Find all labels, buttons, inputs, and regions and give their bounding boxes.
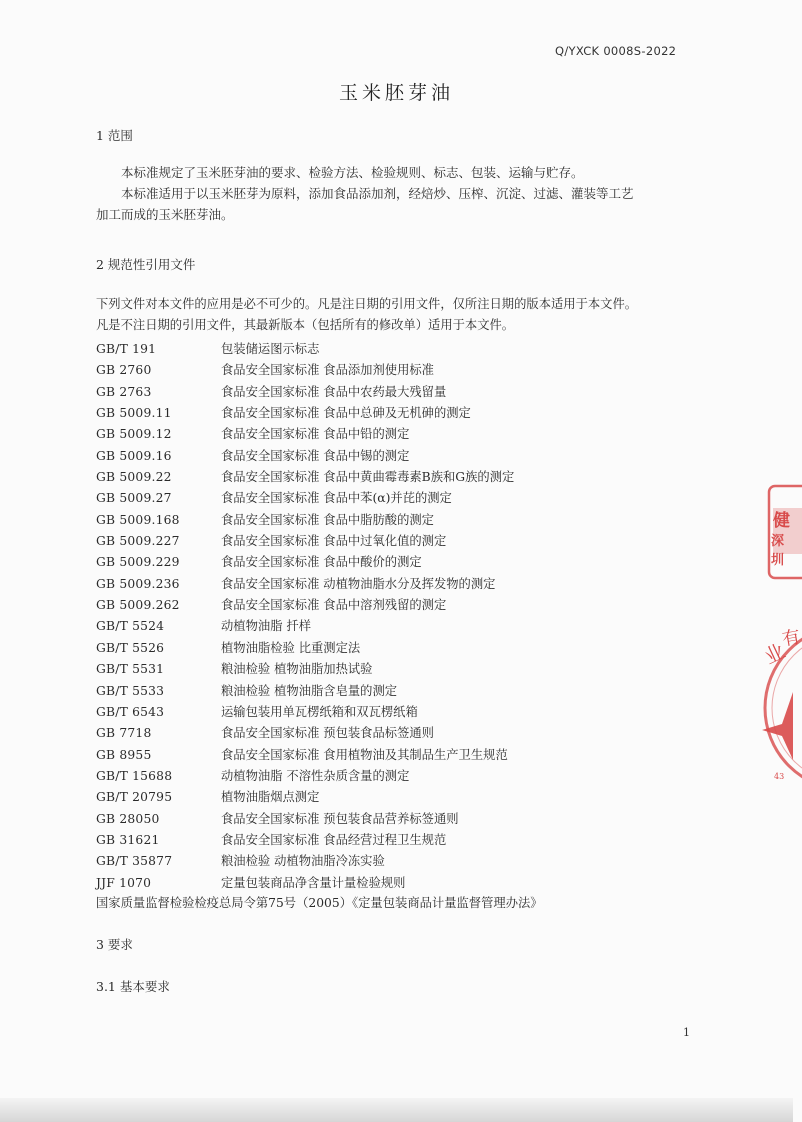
reference-code: GB 5009.229 (96, 555, 180, 570)
reference-title: 粮油检验 植物油脂含皂量的测定 (221, 683, 398, 698)
reference-title: 食品安全国家标准 动植物油脂水分及挥发物的测定 (221, 576, 496, 591)
section-2-intro (96, 294, 716, 336)
reference-row (96, 360, 514, 381)
section-1-heading: 1 范围 (96, 128, 133, 143)
section-2-intro-line-1: 下列文件对本文件的应用是必不可少的。凡是注日期的引用文件，仅所注日期的版本适用于本文件。 (96, 297, 638, 311)
reference-title: 食品安全国家标准 食品中农药最大残留量 (221, 384, 447, 399)
reference-title: 食品安全国家标准 食品中总砷及无机砷的测定 (221, 406, 471, 421)
document-title: 玉米胚芽油 (338, 82, 454, 104)
reference-row (96, 488, 514, 509)
reference-title: 食品安全国家标准 食品中溶剂残留的测定 (221, 598, 447, 613)
reference-code: GB 28050 (96, 811, 160, 826)
reference-code: GB 2760 (96, 363, 152, 378)
seal-1-char-2: 深圳 (771, 534, 785, 568)
section-1-paragraph-2: 本标准适用于以玉米胚芽为原料，添加食品添加剂，经焙炒、压榨、沉淀、过滤、灌装等工艺 (121, 186, 634, 201)
reference-code: GB/T 5526 (96, 640, 165, 655)
reference-title: 食品安全国家标准 食品中黄曲霉毒素B族和G族的测定 (221, 470, 515, 485)
reference-row (96, 552, 514, 573)
reference-title: 粮油检验 动植物油脂冷冻实验 (221, 854, 385, 869)
reference-code: GB 5009.262 (96, 598, 180, 613)
reference-title: 食品安全国家标准 食品经营过程卫生规范 (221, 832, 447, 847)
seal-2-char-1: 业 (760, 638, 789, 669)
section-3-heading: 3 要求 (96, 937, 133, 952)
reference-title: 植物油脂检验 比重测定法 (221, 640, 361, 655)
reference-row (96, 873, 514, 894)
reference-row (96, 424, 514, 445)
reference-title: 定量包装商品净含量计量检验规则 (221, 875, 406, 890)
reference-row (96, 787, 514, 808)
company-seal-partial-2 (752, 620, 802, 795)
reference-title: 动植物油脂 不溶性杂质含量的测定 (221, 768, 410, 783)
reference-title: 包装储运图示标志 (221, 342, 320, 356)
reference-code: GB/T 20795 (96, 790, 173, 805)
reference-title: 食品安全国家标准 食品中过氧化值的测定 (221, 534, 447, 549)
section-2-intro-line-2: 凡是不注日期的引用文件，其最新版本（包括所有的修改单）适用于本文件。 (96, 318, 515, 332)
reference-code: GB 2763 (96, 384, 152, 399)
reference-row (96, 574, 514, 595)
reference-code: GB 5009.168 (96, 512, 180, 527)
seal-2-number: 43 (774, 772, 785, 781)
reference-title: 食品安全国家标准 预包装食品营养标签通则 (221, 811, 459, 826)
reference-code: GB 5009.27 (96, 491, 172, 506)
reference-row (96, 339, 514, 360)
reference-row (96, 403, 514, 424)
reference-code: GB 5009.12 (96, 427, 172, 442)
reference-row (96, 830, 514, 851)
reference-title: 动植物油脂 扦样 (221, 619, 311, 634)
decree-reference: 国家质量监督检验检疫总局令第75号（2005）《定量包装商品计量监督管理办法》 (96, 896, 543, 910)
reference-row (96, 723, 514, 744)
reference-title: 食品安全国家标准 食用植物油及其制品生产卫生规范 (221, 747, 508, 762)
section-2-heading: 2 规范性引用文件 (96, 257, 196, 272)
reference-row (96, 638, 514, 659)
reference-code: GB 5009.16 (96, 448, 172, 463)
reference-code: GB/T 191 (96, 342, 157, 356)
reference-code: GB 8955 (96, 747, 152, 762)
reference-code: GB 5009.227 (96, 534, 180, 549)
reference-row (96, 382, 514, 403)
reference-row (96, 851, 514, 872)
reference-row (96, 616, 514, 637)
reference-code: GB/T 5531 (96, 662, 165, 677)
reference-title: 粮油检验 植物油脂加热试验 (221, 662, 373, 677)
reference-title: 植物油脂烟点测定 (221, 790, 320, 805)
reference-list (96, 339, 514, 894)
reference-code: GB/T 5524 (96, 619, 165, 634)
reference-title: 运输包装用单瓦楞纸箱和双瓦楞纸箱 (221, 704, 418, 719)
reference-row (96, 702, 514, 723)
reference-row (96, 681, 514, 702)
section-3-1-heading: 3.1 基本要求 (96, 979, 170, 994)
reference-code: GB/T 5533 (96, 683, 165, 698)
reference-title: 食品安全国家标准 食品中脂肪酸的测定 (221, 512, 434, 527)
reference-row (96, 446, 514, 467)
reference-row (96, 809, 514, 830)
section-1-paragraph-3: 加工而成的玉米胚芽油。 (96, 207, 234, 222)
company-seal-partial-1 (764, 478, 793, 586)
standard-code: Q/YXCK 0008S-2022 (555, 44, 677, 58)
scan-edge-shadow (0, 1098, 793, 1122)
reference-code: GB 5009.236 (96, 576, 180, 591)
reference-title: 食品安全国家标准 预包装食品标签通则 (221, 726, 434, 741)
reference-code: GB 5009.11 (96, 406, 172, 421)
reference-code: GB/T 35877 (96, 854, 173, 869)
section-1-body (96, 162, 706, 225)
section-1-paragraph-1: 本标准规定了玉米胚芽油的要求、检验方法、检验规则、标志、包装、运输与贮存。 (121, 165, 584, 180)
reference-title: 食品安全国家标准 食品中锡的测定 (221, 448, 410, 463)
reference-row (96, 659, 514, 680)
reference-code: GB 5009.22 (96, 470, 172, 485)
reference-title: 食品安全国家标准 食品添加剂使用标准 (221, 363, 434, 378)
reference-code: GB/T 6543 (96, 704, 165, 719)
reference-code: JJF 1070 (96, 875, 152, 890)
reference-row (96, 766, 514, 787)
seal-1-char-1: 健 (773, 511, 790, 531)
reference-row (96, 510, 514, 531)
reference-row (96, 745, 514, 766)
reference-row (96, 467, 514, 488)
reference-code: GB/T 15688 (96, 768, 173, 783)
reference-code: GB 7718 (96, 726, 152, 741)
seal-2-char-2: 有 (780, 626, 802, 651)
reference-title: 食品安全国家标准 食品中苯(α)并芘的测定 (221, 491, 452, 506)
reference-row (96, 595, 514, 616)
reference-title: 食品安全国家标准 食品中酸价的测定 (221, 555, 422, 570)
reference-row (96, 531, 514, 552)
page-number: 1 (683, 1026, 690, 1039)
reference-title: 食品安全国家标准 食品中铅的测定 (221, 427, 410, 442)
reference-code: GB 31621 (96, 832, 160, 847)
